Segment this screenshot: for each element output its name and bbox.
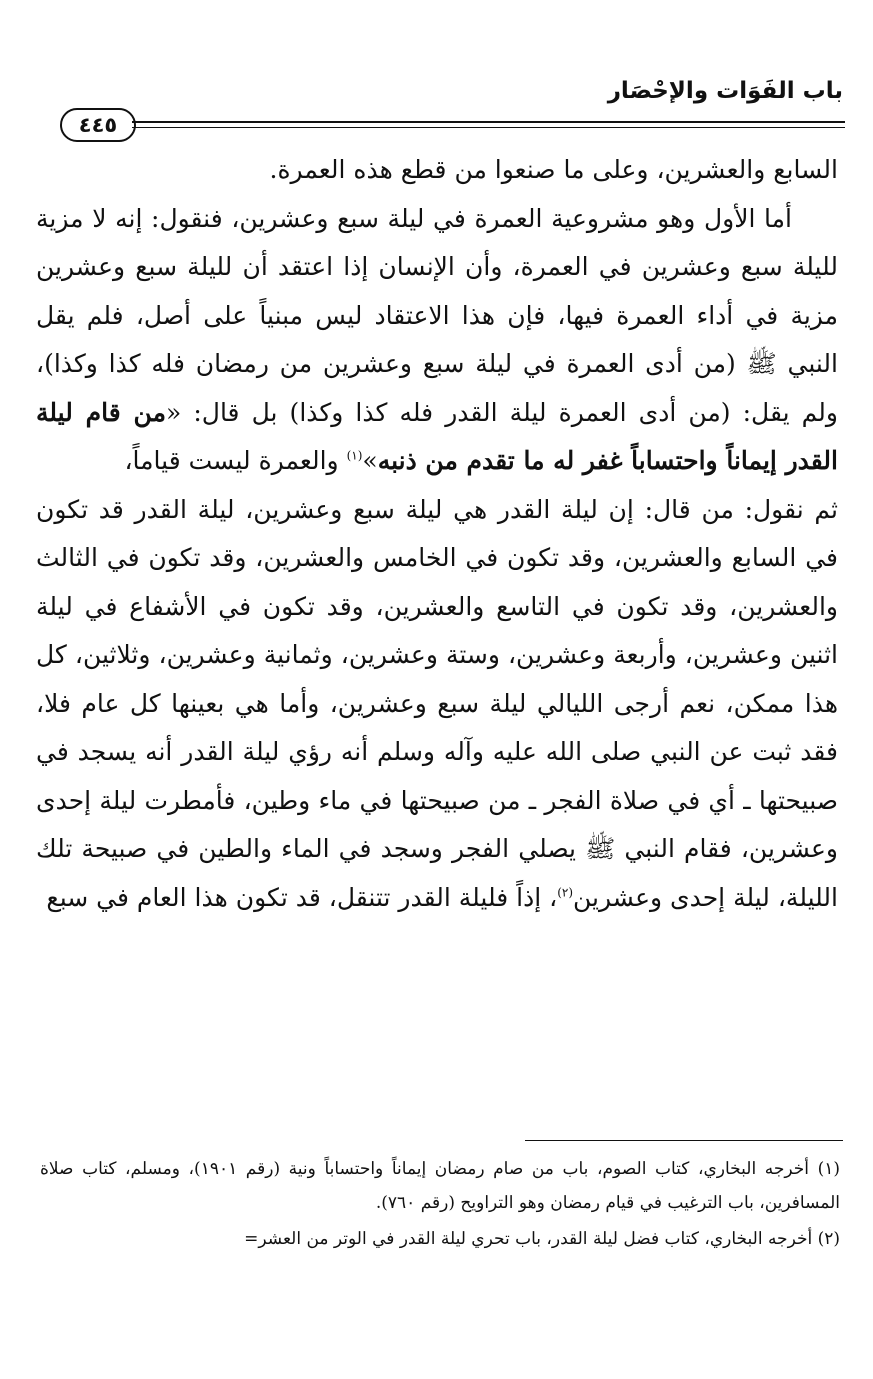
paragraph-1-text: السابع والعشرين، وعلى ما صنعوا من قطع هذه العمرة. <box>269 155 838 184</box>
footnote-1: (١) أخرجه البخاري، كتاب الصوم، باب من صام رمضان إيماناً واحتساباً ونية (رقم ١٩٠١)، ومسلم، كتاب صلاة المسافرين، باب الترغيب في قيام رمضان وهو التراويح (رقم ٧٦٠). <box>40 1159 840 1213</box>
footnote-ref-2: (٢) <box>557 885 574 900</box>
paragraph-3 <box>36 486 838 923</box>
page-number: ٤٤٥ <box>60 108 136 142</box>
chapter-title: باب الفَوَات والإحْصَار <box>607 78 843 104</box>
quote-close-mark: » <box>362 446 378 475</box>
paragraph-2-text-end: والعمرة ليست قياماً، <box>124 446 347 475</box>
main-text <box>36 146 838 922</box>
footnotes <box>40 1152 840 1256</box>
paragraph-3-text: ثم نقول: من قال: إن ليلة القدر هي ليلة سبع وعشرين، ليلة القدر قد تكون في السابع والعشرين، وقد تكون في الخامس والعشرين، وقد تكون في الثالث والعشرين، وقد تكون في التاسع والعشرين، وقد تكون في الأشفاع في ليلة اثنين وعشرين، وأربعة وعشرين، وستة وعشرين، وثمانية وعشرين، وثلاثين، كل هذا ممكن، نعم أرجى الليالي ليلة سبع وعشرين، وأما هي بعينها كل عام فلا، فقد ثبت عن النبي صلى الله عليه وآله وسلم أنه رؤي ليلة القدر أنه يسجد في صبيحتها ـ أي في صلاة الفجر ـ من صبيحتها في ماء وطين، فأمطرت ليلة إحدى وعشرين، فقام النبي ﷺ يصلي الفجر وسجد في الماء والطين في صبيحة تلك الليلة، ليلة إحدى وعشرين <box>36 494 838 912</box>
paragraph-3-text-end: ، إذاً فليلة القدر تتنقل، قد تكون هذا العام في سبع <box>46 882 558 912</box>
footnote-2: (٢) أخرجه البخاري، كتاب فضل ليلة القدر، باب تحري ليلة القدر في الوتر من العشر= <box>244 1229 840 1249</box>
paragraph-1 <box>36 146 838 195</box>
footnote-separator <box>525 1140 843 1141</box>
hadith-quote: من قام ليلة القدر إيماناً واحتساباً غفر له ما تقدم من ذنبه <box>36 397 838 475</box>
paragraph-2 <box>36 195 838 486</box>
header-rule-thin <box>132 127 845 128</box>
paragraph-2-text: أما الأول وهو مشروعية العمرة في ليلة سبع وعشرين، فنقول: إنه لا مزية لليلة سبع وعشرين في العمرة، وأن الإنسان إذا اعتقد أن لليلة سبع وعشرين مزية في أداء العمرة فيها، فإن هذا الاعتقاد ليس مبنياً على أصل، فلم يقل النبي ﷺ (من أدى العمرة في ليلة سبع وعشرين من رمضان فله كذا وكذا)، ولم يقل: (من أدى العمرة ليلة القدر فله كذا وكذا) بل قال: « <box>36 203 838 427</box>
header-rule <box>132 121 845 123</box>
footnote-ref-1: (١) <box>346 448 363 463</box>
